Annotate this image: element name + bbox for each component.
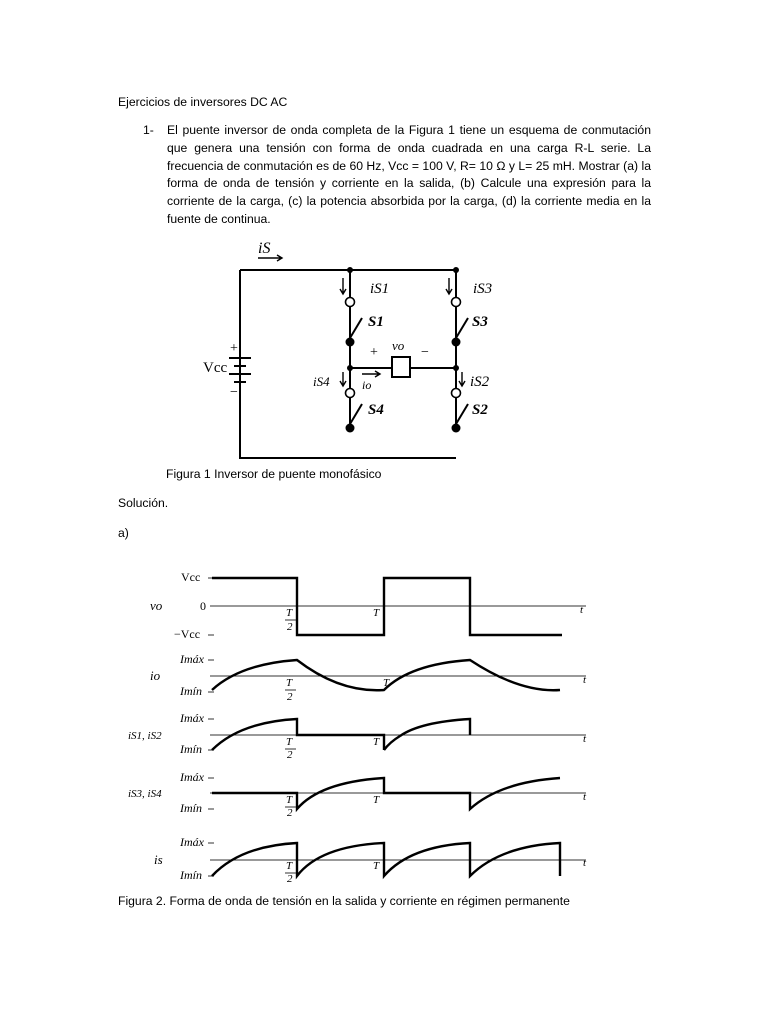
label-is1-is2-row: iS1, iS2 bbox=[128, 730, 162, 742]
axis-t-2: t bbox=[583, 674, 587, 686]
label-io-row: io bbox=[150, 668, 161, 683]
tick-t-half-2-num: T bbox=[286, 677, 293, 689]
label-imax-4: Imáx bbox=[180, 835, 204, 849]
label-vo: vo bbox=[392, 338, 405, 353]
question-text: El puente inversor de onda completa de la Figura 1 tiene un esquema de conmutación que genera una tensión con forma de onda cuadrada en una carga R-L serie. La frecuencia de conmutación es de 60 Hz, Vcc = 100 V, R= 10 Ω y L= 25 mH. Mostrar (a) la forma de onda de tensión y corriente en la salida, (b) Calcule una expresión para la corriente de la carga, (c) la potencia absorbida por la carga, (d) la corriente media en la fuente de continua. bbox=[167, 123, 651, 226]
label-minus-load: − bbox=[421, 345, 429, 360]
label-s3: S3 bbox=[472, 314, 488, 330]
part-a-label: a) bbox=[118, 526, 129, 540]
label-imax-1: Imáx bbox=[180, 652, 204, 666]
label-io: io bbox=[362, 378, 372, 392]
label-is-row: is bbox=[154, 852, 163, 867]
label-zero: 0 bbox=[200, 599, 206, 613]
axis-t-1: t bbox=[580, 604, 584, 616]
axis-t-5: t bbox=[583, 857, 587, 869]
tick-t-half-3-num: T bbox=[286, 736, 293, 748]
tick-t-half-1-den: 2 bbox=[287, 621, 293, 633]
solution-label: Solución. bbox=[118, 496, 169, 510]
figure-2-caption: Figura 2. Forma de onda de tensión en la salida y corriente en régimen permanente bbox=[118, 894, 570, 908]
label-is: iS bbox=[258, 240, 271, 257]
label-is2: iS2 bbox=[470, 374, 490, 390]
label-is3-is4-row: iS3, iS4 bbox=[128, 788, 162, 800]
label-minus-src: − bbox=[230, 385, 238, 400]
label-plus-load: + bbox=[370, 345, 378, 360]
tick-t-5: T bbox=[373, 860, 380, 872]
tick-t-half-5-den: 2 bbox=[287, 873, 293, 885]
label-imax-3: Imáx bbox=[180, 770, 204, 784]
axis-ticks bbox=[208, 578, 214, 876]
question-number: 1- bbox=[143, 123, 154, 137]
tick-t-1: T bbox=[373, 607, 380, 619]
tick-t-3: T bbox=[373, 736, 380, 748]
waveform-axes bbox=[210, 606, 586, 860]
label-s2: S2 bbox=[472, 402, 488, 418]
tick-t-4: T bbox=[373, 794, 380, 806]
label-is1: iS1 bbox=[370, 281, 390, 297]
label-imin-3: Imín bbox=[180, 801, 202, 815]
label-imin-4: Imín bbox=[180, 868, 202, 882]
tick-t-half-3-den: 2 bbox=[287, 749, 293, 761]
label-vo-row: vo bbox=[150, 598, 163, 613]
label-vcc-neg: −Vcc bbox=[174, 627, 201, 641]
label-imin-2: Imín bbox=[180, 742, 202, 756]
label-imin-1: Imín bbox=[180, 684, 202, 698]
tick-t-2: T bbox=[383, 677, 390, 689]
label-is4: iS4 bbox=[313, 374, 330, 389]
tick-t-half-5-num: T bbox=[286, 860, 293, 872]
label-is3: iS3 bbox=[473, 281, 493, 297]
figure-1-caption: Figura 1 Inversor de puente monofásico bbox=[166, 467, 382, 481]
tick-t-half-4-num: T bbox=[286, 794, 293, 806]
axis-t-3: t bbox=[583, 733, 587, 745]
label-vcc: Vcc bbox=[203, 360, 228, 376]
tick-t-half-2-den: 2 bbox=[287, 691, 293, 703]
label-imax-2: Imáx bbox=[180, 711, 204, 725]
label-s1: S1 bbox=[368, 314, 384, 330]
tick-t-half-1-num: T bbox=[286, 607, 293, 619]
axis-t-4: t bbox=[583, 791, 587, 803]
document-heading: Ejercicios de inversores DC AC bbox=[118, 95, 288, 109]
label-s4: S4 bbox=[368, 402, 384, 418]
label-plus-src: + bbox=[230, 341, 238, 356]
tick-t-half-4-den: 2 bbox=[287, 807, 293, 819]
label-vcc-pos: Vcc bbox=[181, 570, 201, 584]
